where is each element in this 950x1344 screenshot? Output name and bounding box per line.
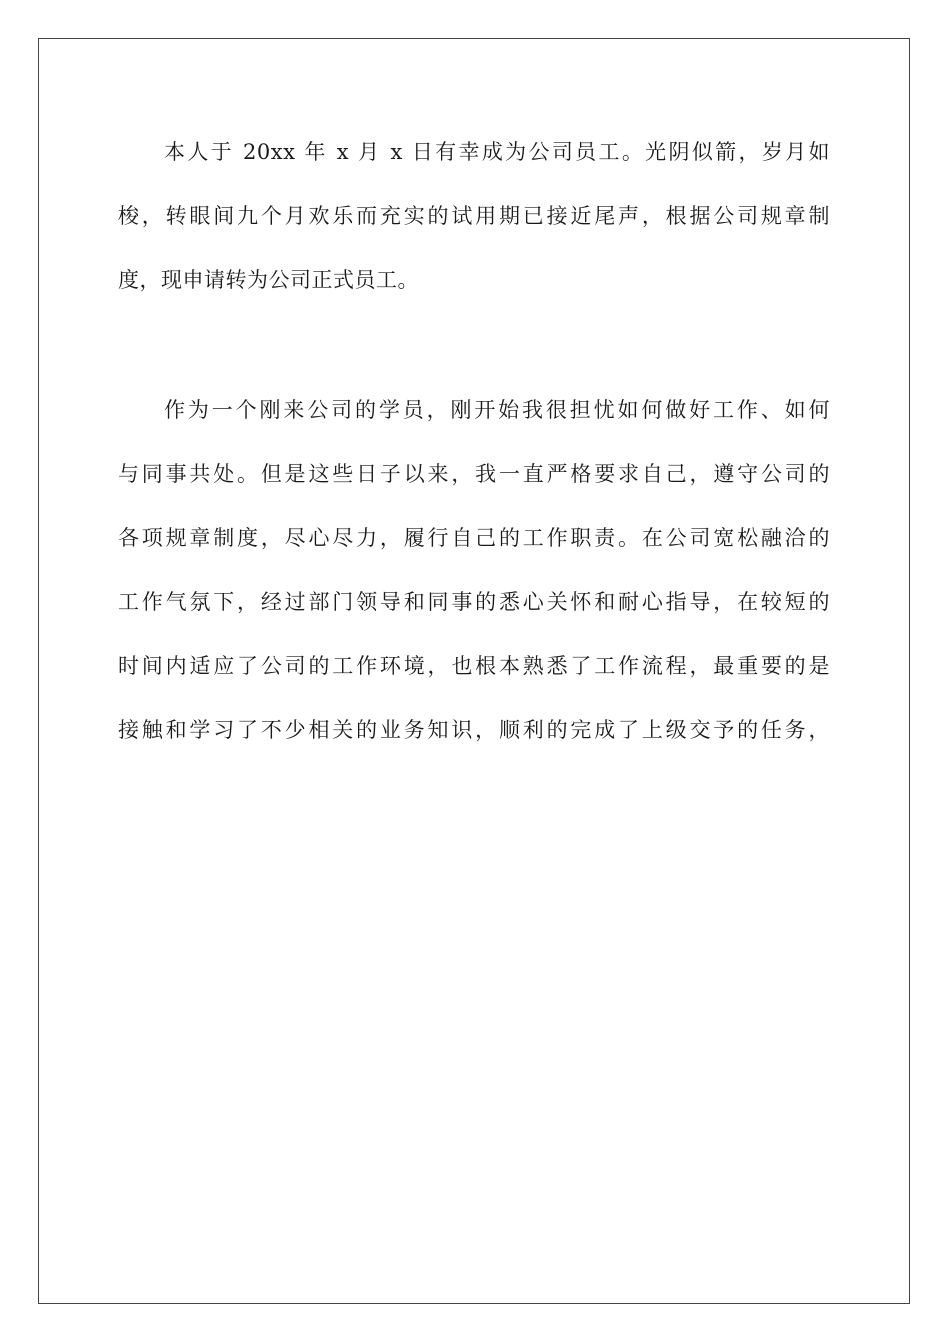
- text-line: 接触和学习了不少相关的业务知识，顺利的完成了上级交予的任务，: [118, 718, 830, 742]
- text-line: 本人于 20xx 年 x 月 x 日有幸成为公司员工。光阴似箭，岁月如: [164, 140, 830, 164]
- text-line: 作为一个刚来公司的学员，刚开始我很担忧如何做好工作、如何: [164, 398, 830, 422]
- text-line: 各项规章制度，尽心尽力，履行自己的工作职责。在公司宽松融洽的: [118, 526, 830, 550]
- text-line: 时间内适应了公司的工作环境，也根本熟悉了工作流程，最重要的是: [118, 654, 830, 678]
- document-body: [118, 120, 830, 762]
- paragraph-2: [118, 378, 830, 762]
- text-line: 与同事共处。但是这些日子以来，我一直严格要求自己，遵守公司的: [118, 462, 830, 486]
- paragraph-1: [118, 120, 830, 312]
- text-line: 度，现申请转为公司正式员工。: [118, 268, 419, 292]
- text-line: 工作气氛下，经过部门领导和同事的悉心关怀和耐心指导，在较短的: [118, 590, 830, 614]
- text-line: 梭，转眼间九个月欢乐而充实的试用期已接近尾声，根据公司规章制: [118, 204, 830, 228]
